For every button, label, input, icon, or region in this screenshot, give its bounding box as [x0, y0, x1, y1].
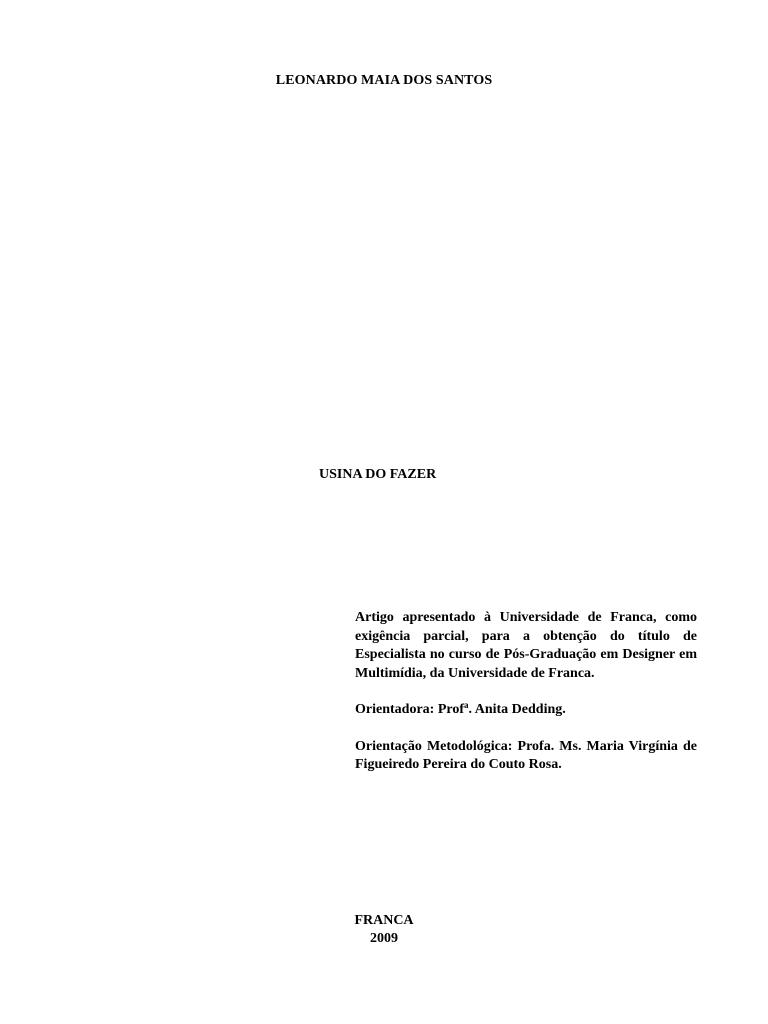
footer-year: 2009: [370, 931, 398, 946]
submission-description: Artigo apresentado à Universidade de Franca, como exigência parcial, para a obtenção do título de Especialista no curso de Pós-Graduação em Designer em Multimídia, da Universidade de Franca.: [355, 610, 697, 681]
footer: [334, 912, 434, 948]
advisor-superscript: a: [464, 700, 469, 710]
advisor-prefix: Orientadora: Prof: [355, 702, 464, 717]
methodology-advisor: Orientação Metodológica: Profa. Ms. Maria Virgínia de Figueiredo Pereira do Couto Rosa.: [355, 738, 697, 772]
submission-note: [355, 609, 697, 793]
advisor-name: . Anita Dedding.: [468, 702, 566, 717]
footer-city: FRANCA: [354, 913, 414, 928]
author-name: LEONARDO MAIA DOS SANTOS: [275, 73, 493, 88]
advisor-line: [355, 701, 697, 720]
document-title: USINA DO FAZER: [319, 467, 437, 482]
